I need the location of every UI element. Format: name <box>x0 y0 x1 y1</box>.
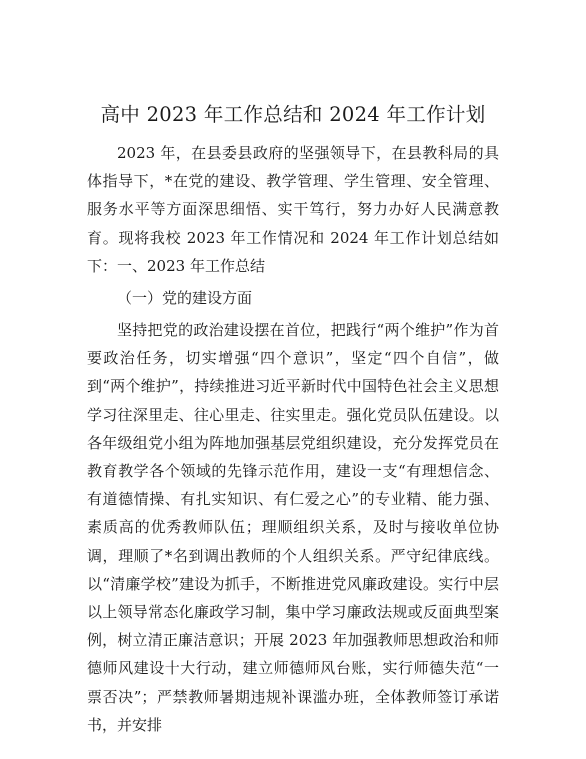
intro-paragraph: 2023 年，在县委县政府的坚强领导下，在县教科局的具体指导下，*在党的建设、教学管理、学生管理、安全管理、服务水平等方面深思细悟、实干笃行，努力办好人民满意教育。现将我校 2023 年工作情况和 2024 年工作计划总结如下： <box>87 144 499 275</box>
document-title: 高中 2023 年工作总结和 2024 年工作计划 <box>100 103 486 126</box>
section-heading: 一、2023 年工作总结 <box>117 257 265 275</box>
subsection-heading: （一）党的建设方面 <box>117 289 253 307</box>
body-paragraph: 坚持把党的政治建设摆在首位，把践行“两个维护”作为首要政治任务，切实增强“四个意识”，坚定“四个自信”，做到“两个维护”，持续推进习近平新时代中国特色社会主义思想学习往深里走、往心里走、往实里走。强化党员队伍建设。以各年级组党小组为阵地加强基层党组织建设，充分发挥党员在教育教学各个领域的先锋示范作用，建设一支“有理想信念、有道德情操、有扎实知识、有仁爱之心”的专业精、能力强、素质高的优秀教师队伍；理顺组织关系，及时与接收单位协调，理顺了*名到调出教师的个人组织关系。严守纪律底线。以“清廉学校”建设为抓手，不断推进党风廉政建设。实行中层以上领导常态化廉政学习制，集中学习廉政法规或反面典型案例，树立清正廉洁意识；开展 2023 年加强教师思想政治和师德师风建设十大行动，建立师德师风台账，实行师德失范“一票否决”；严禁教师暑期违规补课滥办班，全体教师签订承诺书，并安排 <box>87 321 499 734</box>
